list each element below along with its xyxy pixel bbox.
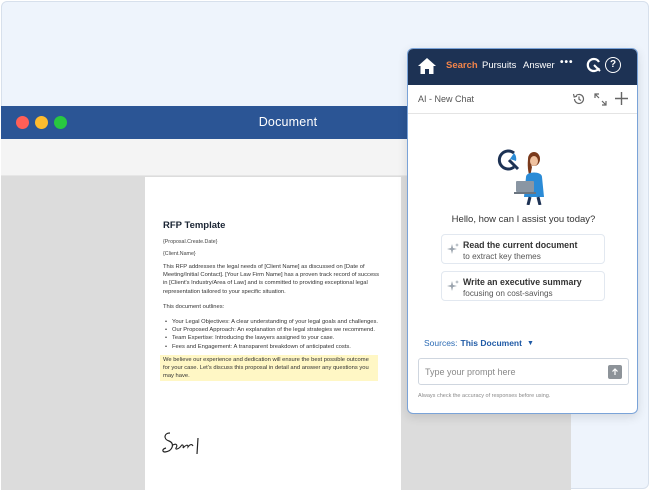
chevron-down-icon: ▼ bbox=[526, 339, 534, 347]
list-item: • Team Expertise: Introducing the lawyers assigned to your case. bbox=[163, 334, 383, 342]
history-icon[interactable] bbox=[572, 92, 586, 106]
list-item: • Your Legal Objectives: A clear understanding of your legal goals and challenges. bbox=[163, 318, 383, 326]
document-window-title: Document bbox=[258, 115, 318, 129]
outline-heading: This document outlines: bbox=[163, 303, 225, 310]
greeting-text: Hello, how can I assist you today? bbox=[451, 214, 596, 225]
document-heading: RFP Template bbox=[163, 220, 226, 231]
prompt-box bbox=[418, 358, 629, 385]
disclaimer-text: Always check the accuracy of responses before using. bbox=[418, 393, 551, 399]
list-item: • Our Proposed Approach: An explanation of the legal strategies we recommend. bbox=[163, 326, 383, 334]
sources-value: This Document bbox=[460, 338, 522, 348]
sources-dropdown[interactable] bbox=[418, 335, 540, 351]
intro-paragraph: This RFP addresses the legal needs of [Client Name] as discussed on [Date of Meeting/Initial Contact]. [Your Law Firm Name] has a proven track record of success in [Client's Industry/Area of Law] and is committed to providing exceptional legal representation tailored to your specific situation. bbox=[163, 264, 379, 295]
new-chat-plus-icon[interactable] bbox=[614, 91, 629, 106]
more-menu-button[interactable]: ••• bbox=[560, 57, 574, 68]
nav-tab-search[interactable]: Search bbox=[446, 60, 478, 71]
document-page[interactable] bbox=[145, 177, 401, 490]
outline-list bbox=[163, 318, 383, 351]
sparkle-icon bbox=[447, 280, 459, 292]
send-button[interactable] bbox=[608, 365, 622, 379]
suggestion-executive-summary[interactable] bbox=[441, 271, 605, 301]
assistant-illustration bbox=[496, 145, 556, 205]
ai-assistant-panel bbox=[407, 48, 638, 414]
chat-header bbox=[408, 85, 637, 114]
arrow-up-icon bbox=[611, 368, 619, 376]
signature-image bbox=[160, 427, 208, 457]
suggestion-subtitle: focusing on cost-savings bbox=[463, 289, 553, 298]
nav-tab-pursuits[interactable]: Pursuits bbox=[482, 60, 517, 71]
expand-icon[interactable] bbox=[594, 93, 607, 106]
chat-title: AI - New Chat bbox=[418, 94, 475, 104]
nav-tab-answer[interactable]: Answer bbox=[523, 60, 555, 71]
list-item: • Fees and Engagement: A transparent breakdown of anticipated costs. bbox=[163, 343, 383, 351]
panel-nav-bar bbox=[408, 49, 637, 85]
suggestion-title: Read the current document bbox=[463, 240, 578, 250]
suggestion-subtitle: to extract key themes bbox=[463, 252, 541, 261]
create-date-field: {Proposal.Create.Date} bbox=[163, 239, 218, 245]
ai-logo-icon[interactable] bbox=[586, 57, 602, 73]
home-icon[interactable] bbox=[417, 56, 437, 76]
closing-highlight: We believe our experience and dedication will ensure the best possible outcome for your case. Let's discuss this proposal in detail and answer any questions you may have. bbox=[160, 355, 378, 382]
client-name-field: {Client.Name} bbox=[163, 251, 196, 257]
prompt-input[interactable] bbox=[425, 365, 600, 379]
suggestion-read-document[interactable] bbox=[441, 234, 605, 264]
help-icon[interactable]: ? bbox=[605, 57, 621, 73]
sources-label: Sources: bbox=[424, 338, 458, 348]
suggestion-title: Write an executive summary bbox=[463, 277, 582, 287]
sparkle-icon bbox=[447, 243, 459, 255]
